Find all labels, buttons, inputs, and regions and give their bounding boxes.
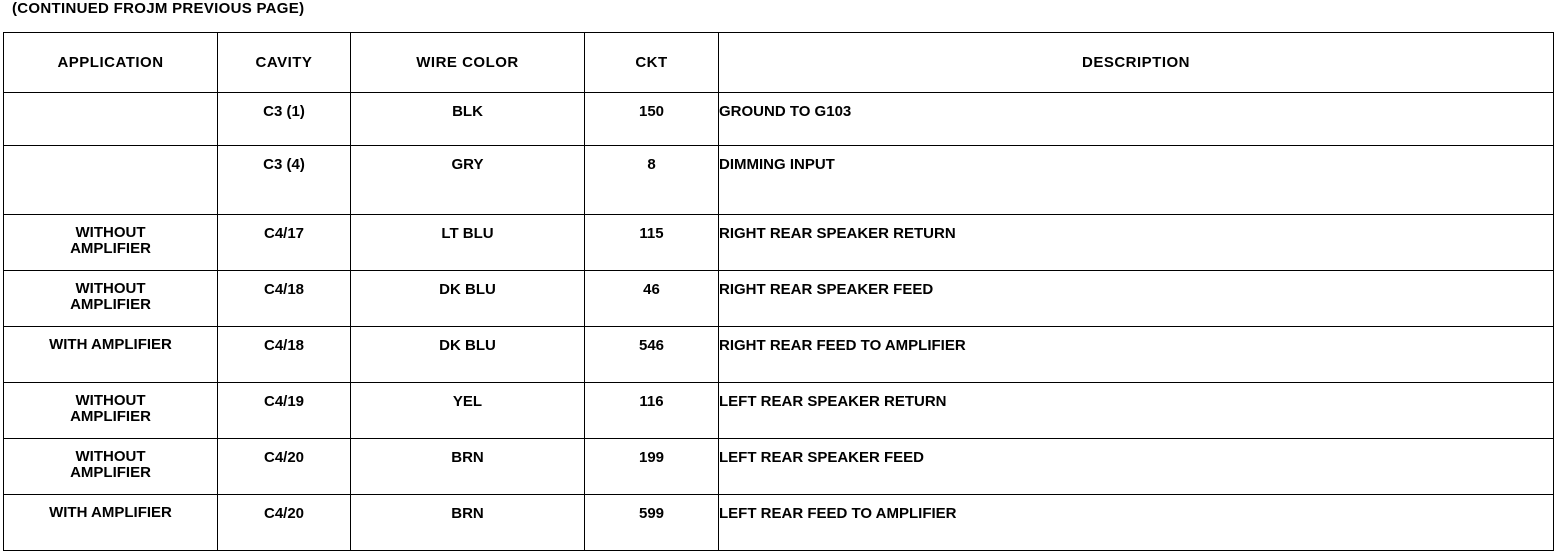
cell-wire-color: BLK: [351, 93, 585, 146]
table-row: [4, 215, 1554, 271]
application-line-1: WITHOUT: [75, 280, 146, 297]
cell-cavity: C3 (4): [218, 146, 351, 215]
cell-wire-color: YEL: [351, 383, 585, 439]
cell-wire-color: LT BLU: [351, 215, 585, 271]
application-line-2: AMPLIFIER: [70, 464, 151, 481]
continued-caption: (CONTINUED FROJM PREVIOUS PAGE): [12, 0, 305, 17]
cell-cavity: C4/18: [218, 271, 351, 327]
application-line-2: AMPLIFIER: [70, 240, 151, 257]
cell-ckt: 150: [585, 93, 719, 146]
cell-ckt: 599: [585, 495, 719, 551]
table-row: [4, 439, 1554, 495]
cell-wire-color: DK BLU: [351, 327, 585, 383]
application-line-1: WITHOUT: [75, 448, 146, 465]
cell-description: LEFT REAR FEED TO AMPLIFIER: [719, 495, 1554, 551]
cell-ckt: 46: [585, 271, 719, 327]
cell-description: DIMMING INPUT: [719, 146, 1554, 215]
cell-cavity: C4/20: [218, 439, 351, 495]
cell-description: RIGHT REAR FEED TO AMPLIFIER: [719, 327, 1554, 383]
header-description: DESCRIPTION: [719, 33, 1554, 93]
cell-cavity: C4/18: [218, 327, 351, 383]
application-line-2: AMPLIFIER: [70, 408, 151, 425]
table-row: [4, 93, 1554, 146]
cell-wire-color: DK BLU: [351, 271, 585, 327]
header-ckt: CKT: [585, 33, 719, 93]
header-application: APPLICATION: [4, 33, 218, 93]
cell-application: [4, 383, 218, 439]
cell-ckt: 116: [585, 383, 719, 439]
table-row: [4, 327, 1554, 383]
cell-ckt: 546: [585, 327, 719, 383]
wiring-table: [3, 32, 1554, 551]
cell-cavity: C4/17: [218, 215, 351, 271]
cell-cavity: C3 (1): [218, 93, 351, 146]
header-row: [4, 33, 1554, 93]
cell-application: [4, 271, 218, 327]
cell-description: LEFT REAR SPEAKER FEED: [719, 439, 1554, 495]
cell-application: WITH AMPLIFIER: [4, 495, 218, 551]
cell-description: LEFT REAR SPEAKER RETURN: [719, 383, 1554, 439]
cell-cavity: C4/20: [218, 495, 351, 551]
header-cavity: CAVITY: [218, 33, 351, 93]
cell-ckt: 8: [585, 146, 719, 215]
table-row: [4, 495, 1554, 551]
application-line-2: AMPLIFIER: [70, 296, 151, 313]
cell-ckt: 115: [585, 215, 719, 271]
table-row: [4, 383, 1554, 439]
application-line-1: WITHOUT: [75, 224, 146, 241]
cell-wire-color: GRY: [351, 146, 585, 215]
cell-application: [4, 93, 218, 146]
application-line-1: WITHOUT: [75, 392, 146, 409]
cell-application: [4, 215, 218, 271]
table-row: [4, 146, 1554, 215]
header-wire-color: WIRE COLOR: [351, 33, 585, 93]
cell-application: [4, 146, 218, 215]
cell-wire-color: BRN: [351, 495, 585, 551]
cell-application: [4, 439, 218, 495]
cell-cavity: C4/19: [218, 383, 351, 439]
cell-application: WITH AMPLIFIER: [4, 327, 218, 383]
cell-description: RIGHT REAR SPEAKER FEED: [719, 271, 1554, 327]
cell-ckt: 199: [585, 439, 719, 495]
cell-wire-color: BRN: [351, 439, 585, 495]
cell-description: GROUND TO G103: [719, 93, 1554, 146]
cell-description: RIGHT REAR SPEAKER RETURN: [719, 215, 1554, 271]
table-row: [4, 271, 1554, 327]
